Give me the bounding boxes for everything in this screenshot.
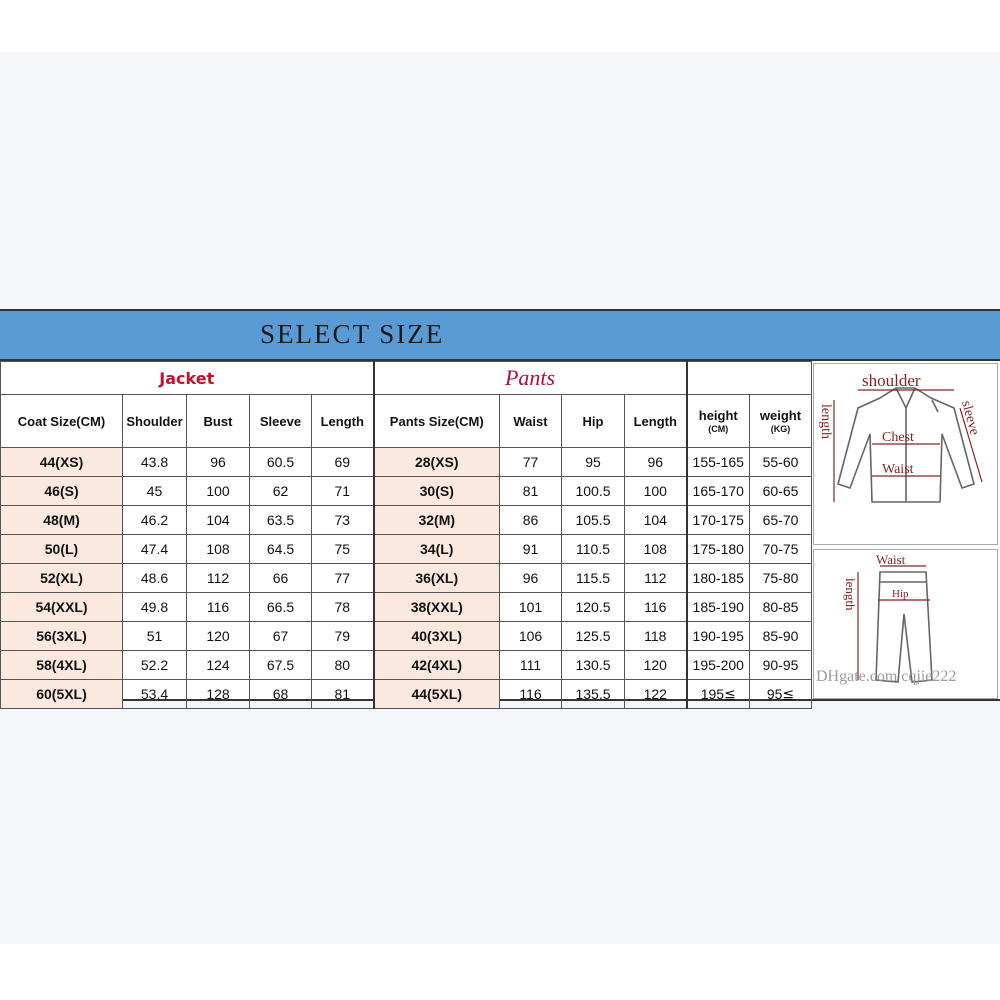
cell-height: 195-200 [687, 651, 750, 680]
table-row [1, 477, 812, 506]
cell-sleeve: 62 [250, 477, 312, 506]
column-header-row [1, 395, 812, 448]
cell-shoulder: 43.8 [123, 448, 187, 477]
col-header-height [687, 395, 750, 448]
cell-waist: 91 [500, 535, 562, 564]
cell-shoulder: 46.2 [123, 506, 187, 535]
cell-shoulder: 48.6 [123, 564, 187, 593]
table-row [1, 680, 812, 709]
cell-coat-size: 56(3XL) [1, 622, 123, 651]
cell-jacket-length: 73 [312, 506, 374, 535]
cell-waist: 81 [500, 477, 562, 506]
weight-label: weight [759, 408, 802, 423]
cell-height: 190-195 [687, 622, 750, 651]
cell-waist: 96 [500, 564, 562, 593]
cell-bust: 124 [187, 651, 250, 680]
cell-pants-length: 120 [625, 651, 687, 680]
cell-pants-length: 118 [625, 622, 687, 651]
col-header-coat-size: Coat Size(CM) [1, 395, 123, 448]
cell-sleeve: 66.5 [250, 593, 312, 622]
cell-hip: 130.5 [562, 651, 625, 680]
cell-weight: 70-75 [750, 535, 812, 564]
jacket-group-header [1, 362, 374, 395]
size-chart [0, 309, 1000, 701]
cell-bust: 104 [187, 506, 250, 535]
cell-shoulder: 47.4 [123, 535, 187, 564]
cell-pants-size: 42(4XL) [374, 651, 500, 680]
cell-bust: 96 [187, 448, 250, 477]
cell-waist: 101 [500, 593, 562, 622]
cell-pants-length: 104 [625, 506, 687, 535]
pants-hip-label: Hip [892, 588, 909, 600]
cell-height: 185-190 [687, 593, 750, 622]
cell-height: 180-185 [687, 564, 750, 593]
cell-bust: 120 [187, 622, 250, 651]
cell-sleeve: 67 [250, 622, 312, 651]
col-header-weight [750, 395, 812, 448]
table-row [1, 651, 812, 680]
title-banner [0, 311, 1000, 361]
col-header-sleeve: Sleeve [250, 395, 312, 448]
cell-waist: 116 [500, 680, 562, 709]
cell-bust: 128 [187, 680, 250, 709]
cell-hip: 105.5 [562, 506, 625, 535]
height-unit: (CM) [708, 424, 729, 434]
pants-group-header [374, 362, 687, 395]
cell-jacket-length: 78 [312, 593, 374, 622]
cell-hip: 120.5 [562, 593, 625, 622]
cell-pants-size: 38(XXL) [374, 593, 500, 622]
cell-pants-size: 32(M) [374, 506, 500, 535]
col-header-shoulder: Shoulder [123, 395, 187, 448]
cell-jacket-length: 77 [312, 564, 374, 593]
cell-pants-size: 28(XS) [374, 448, 500, 477]
body-group-header [687, 362, 812, 395]
col-header-pants-length: Length [625, 395, 687, 448]
cell-height: 155-165 [687, 448, 750, 477]
cell-jacket-length: 80 [312, 651, 374, 680]
group-header-row [1, 362, 812, 395]
cell-pants-length: 96 [625, 448, 687, 477]
cell-shoulder: 52.2 [123, 651, 187, 680]
cell-height: 165-170 [687, 477, 750, 506]
cell-coat-size: 54(XXL) [1, 593, 123, 622]
cell-pants-size: 44(5XL) [374, 680, 500, 709]
cell-pants-length: 122 [625, 680, 687, 709]
cell-jacket-length: 81 [312, 680, 374, 709]
table-row [1, 622, 812, 651]
cell-coat-size: 48(M) [1, 506, 123, 535]
cell-weight: 75-80 [750, 564, 812, 593]
shirt-chest-label: Chest [882, 430, 914, 445]
shirt-illustration [813, 363, 998, 545]
cell-weight: 85-90 [750, 622, 812, 651]
shirt-shoulder-label: shoulder [862, 371, 921, 390]
cell-sleeve: 63.5 [250, 506, 312, 535]
cell-hip: 135.5 [562, 680, 625, 709]
table-row [1, 448, 812, 477]
table-row [1, 535, 812, 564]
cell-sleeve: 60.5 [250, 448, 312, 477]
cell-hip: 110.5 [562, 535, 625, 564]
cell-height: 170-175 [687, 506, 750, 535]
cell-waist: 86 [500, 506, 562, 535]
col-header-waist: Waist [500, 395, 562, 448]
cell-shoulder: 51 [123, 622, 187, 651]
table-row [1, 564, 812, 593]
jacket-label: Jacket [159, 368, 215, 388]
cell-height: 175-180 [687, 535, 750, 564]
watermark: DHgate.com cqjie222 [816, 668, 957, 685]
table-row [1, 593, 812, 622]
col-header-jacket-length: Length [312, 395, 374, 448]
chart-title: SELECT SIZE [260, 319, 445, 349]
cell-pants-length: 100 [625, 477, 687, 506]
cell-weight: 65-70 [750, 506, 812, 535]
cell-coat-size: 52(XL) [1, 564, 123, 593]
pants-waist-label: Waist [876, 552, 906, 567]
cell-sleeve: 68 [250, 680, 312, 709]
cell-sleeve: 67.5 [250, 651, 312, 680]
cell-hip: 95 [562, 448, 625, 477]
cell-coat-size: 60(5XL) [1, 680, 123, 709]
cell-pants-size: 40(3XL) [374, 622, 500, 651]
cell-waist: 106 [500, 622, 562, 651]
cell-sleeve: 64.5 [250, 535, 312, 564]
cell-hip: 125.5 [562, 622, 625, 651]
cell-coat-size: 46(S) [1, 477, 123, 506]
cell-shoulder: 53.4 [123, 680, 187, 709]
cell-weight: 80-85 [750, 593, 812, 622]
weight-unit: (KG) [770, 424, 791, 434]
cell-pants-size: 34(L) [374, 535, 500, 564]
cell-bust: 116 [187, 593, 250, 622]
pants-label: Pants [504, 365, 556, 390]
cell-shoulder: 45 [123, 477, 187, 506]
cell-hip: 100.5 [562, 477, 625, 506]
cell-bust: 112 [187, 564, 250, 593]
cell-weight: 55-60 [750, 448, 812, 477]
cell-waist: 111 [500, 651, 562, 680]
col-header-pants-size: Pants Size(CM) [374, 395, 500, 448]
cell-jacket-length: 71 [312, 477, 374, 506]
cell-bust: 108 [187, 535, 250, 564]
cell-pants-size: 36(XL) [374, 564, 500, 593]
cell-jacket-length: 69 [312, 448, 374, 477]
cell-weight: 95≦ [750, 680, 812, 709]
table-row [1, 506, 812, 535]
cell-coat-size: 50(L) [1, 535, 123, 564]
height-label: height [698, 408, 738, 423]
pants-length-label: length [843, 578, 858, 611]
cell-weight: 90-95 [750, 651, 812, 680]
cell-jacket-length: 79 [312, 622, 374, 651]
cell-pants-length: 116 [625, 593, 687, 622]
cell-height: 195≦ [687, 680, 750, 709]
shirt-sleeve-label: sleeve [958, 399, 982, 437]
shirt-length-label: length [818, 404, 833, 439]
cell-pants-size: 30(S) [374, 477, 500, 506]
cell-pants-length: 112 [625, 564, 687, 593]
cell-shoulder: 49.8 [123, 593, 187, 622]
cell-sleeve: 66 [250, 564, 312, 593]
cell-hip: 115.5 [562, 564, 625, 593]
size-table [0, 361, 812, 709]
cell-waist: 77 [500, 448, 562, 477]
cell-bust: 100 [187, 477, 250, 506]
cell-pants-length: 108 [625, 535, 687, 564]
col-header-bust: Bust [187, 395, 250, 448]
cell-weight: 60-65 [750, 477, 812, 506]
shirt-waist-label: Waist [882, 462, 914, 477]
col-header-hip: Hip [562, 395, 625, 448]
cell-coat-size: 58(4XL) [1, 651, 123, 680]
cell-jacket-length: 75 [312, 535, 374, 564]
cell-coat-size: 44(XS) [1, 448, 123, 477]
